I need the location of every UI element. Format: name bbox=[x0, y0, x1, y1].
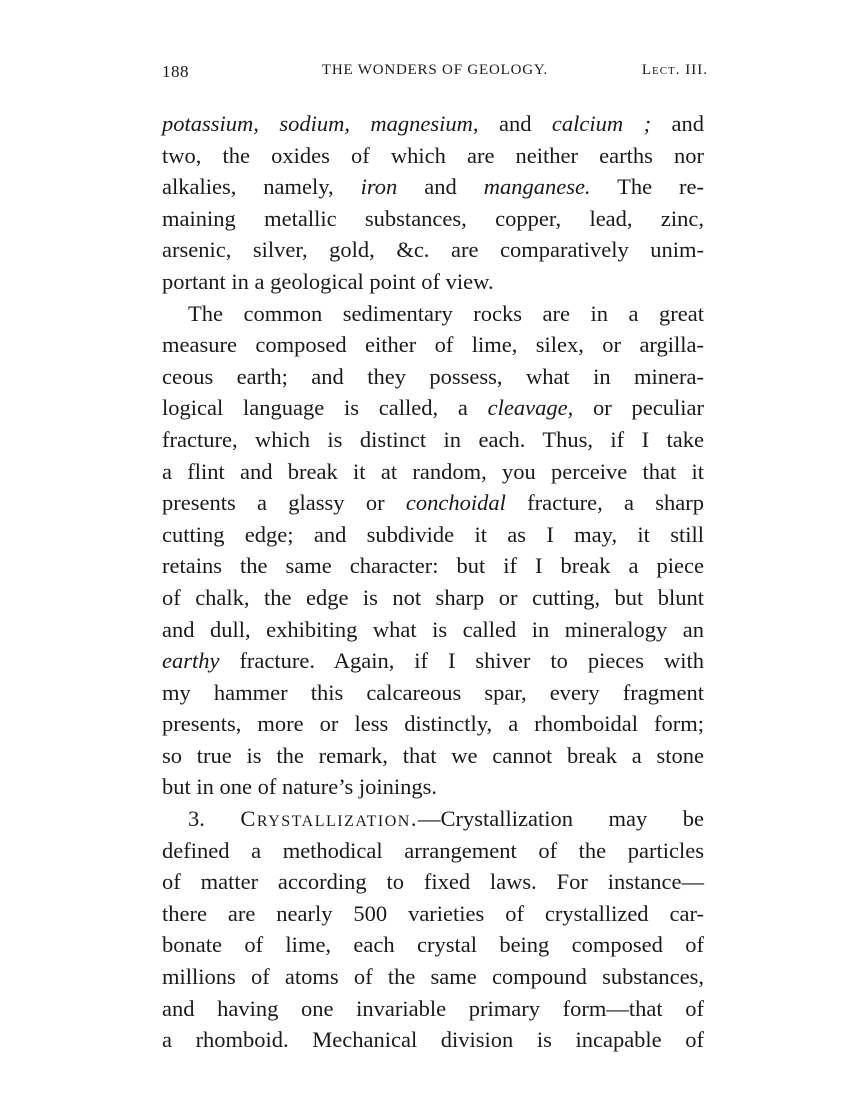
text-line: and dull, exhibiting what is called in mineralogy an bbox=[162, 616, 704, 642]
text-line: two, the oxides of which are neither earths nor bbox=[162, 142, 704, 168]
text-line: a rhomboid. Mechanical division is incapable of bbox=[162, 1027, 704, 1053]
italic-term: conchoidal bbox=[405, 490, 506, 516]
text-span: fracture. Again, if I shiver to pieces with bbox=[219, 648, 704, 674]
text-line: so true is the remark, that we cannot break a stone bbox=[162, 742, 704, 768]
page-body bbox=[162, 108, 704, 1056]
running-header bbox=[162, 62, 708, 86]
text-span: —Crystallization may be bbox=[417, 806, 705, 832]
text-line bbox=[162, 487, 704, 519]
text-span: and bbox=[397, 174, 484, 200]
italic-term: manganese. bbox=[483, 174, 591, 200]
italic-term: cleavage, bbox=[487, 395, 574, 421]
page-number: 188 bbox=[162, 62, 189, 81]
text-line: presents, more or less distinctly, a rhomboidal form; bbox=[162, 711, 704, 737]
text-line: millions of atoms of the same compound substances, bbox=[162, 964, 704, 990]
text-line: and having one invariable primary form—that of bbox=[162, 995, 704, 1021]
text-line bbox=[162, 171, 704, 203]
text-line: a flint and break it at random, you perceive that it bbox=[162, 458, 704, 484]
text-line: of chalk, the edge is not sharp or cutting, but blunt bbox=[162, 584, 704, 610]
text-span: or peculiar bbox=[573, 395, 704, 421]
italic-term: earthy bbox=[162, 648, 220, 674]
text-line bbox=[162, 645, 704, 677]
paragraph-first-line: The common sedimentary rocks are in a great bbox=[188, 300, 704, 326]
text-line: my hammer this calcareous spar, every fragment bbox=[162, 679, 704, 705]
text-span: fracture, a sharp bbox=[505, 490, 704, 516]
text-line: bonate of lime, each crystal being composed of bbox=[162, 932, 704, 958]
text-line bbox=[162, 108, 704, 140]
text-line: ceous earth; and they possess, what in minera- bbox=[162, 363, 704, 389]
text-span: and bbox=[651, 111, 705, 136]
text-span: alkalies, namely, bbox=[162, 174, 361, 200]
book-title: THE WONDERS OF GEOLOGY. bbox=[321, 62, 549, 78]
text-line: but in one of nature’s joinings. bbox=[162, 774, 437, 800]
text-line: defined a methodical arrangement of the particles bbox=[162, 837, 704, 863]
lecture-label: Lect. III. bbox=[641, 62, 708, 78]
text-line: measure composed either of lime, silex, or argilla- bbox=[162, 332, 704, 358]
text-line: cutting edge; and subdivide it as I may, it still bbox=[162, 521, 704, 547]
text-line: retains the same character: but if I break a piece bbox=[162, 553, 704, 579]
text-line: of matter according to fixed laws. For instance— bbox=[162, 869, 704, 895]
text-span: and bbox=[478, 111, 552, 136]
section-heading: Crystallization. bbox=[240, 806, 418, 832]
text-span: logical language is called, a bbox=[162, 395, 488, 421]
text-line bbox=[162, 392, 704, 424]
text-line: fracture, which is distinct in each. Thus, if I take bbox=[162, 426, 704, 452]
italic-term: iron bbox=[360, 174, 398, 200]
italic-term: potassium, sodium, magnesium, bbox=[162, 111, 479, 136]
text-span: presents a glassy or bbox=[162, 490, 406, 516]
text-line: maining metallic substances, copper, lead, zinc, bbox=[162, 205, 704, 231]
text-span: The re- bbox=[590, 174, 704, 200]
section-number: 3. bbox=[188, 806, 241, 832]
section-heading-line bbox=[162, 803, 704, 835]
italic-term: calcium ; bbox=[551, 111, 652, 136]
text-line: portant in a geological point of view. bbox=[162, 268, 494, 294]
text-line: there are nearly 500 varieties of crystallized car- bbox=[162, 900, 704, 926]
text-line: arsenic, silver, gold, &c. are comparatively unim- bbox=[162, 237, 704, 263]
